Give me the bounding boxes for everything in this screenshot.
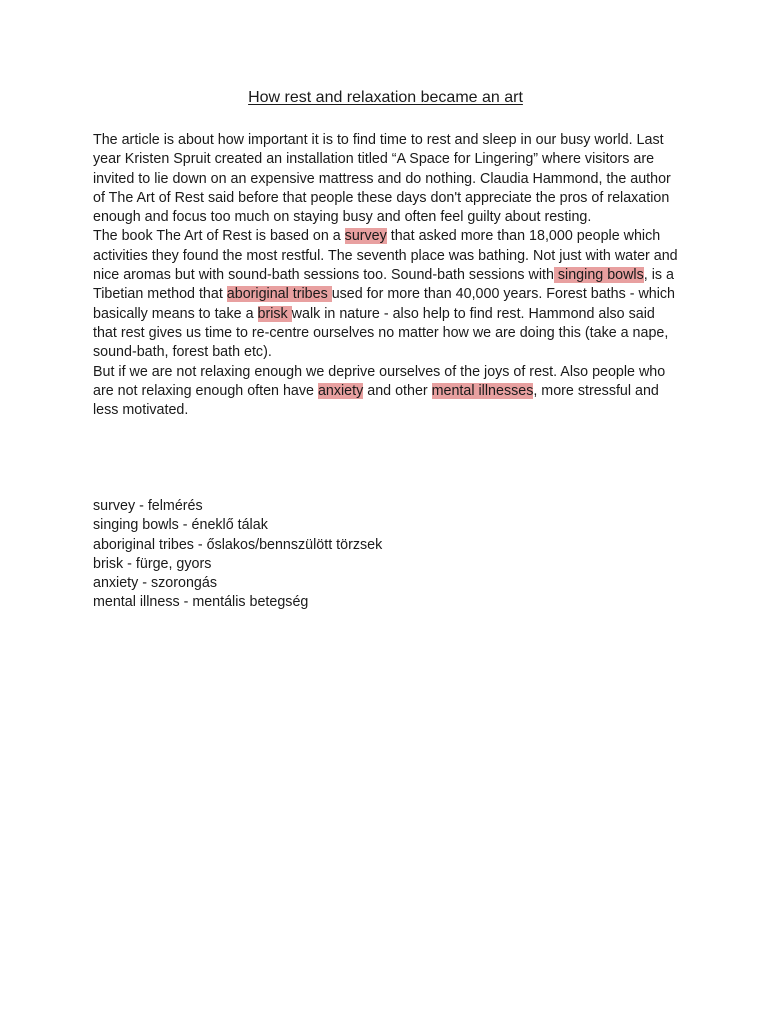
vocabulary-list bbox=[93, 497, 678, 613]
highlight-aboriginal-tribes: aboriginal tribes bbox=[226, 286, 332, 303]
vocabulary-item: brisk - fürge, gyors bbox=[93, 555, 212, 572]
article-body bbox=[93, 131, 678, 420]
text-span: , more stressful and less motivated. bbox=[93, 382, 659, 419]
vocabulary-item: survey - felmérés bbox=[93, 498, 203, 514]
vocabulary-item: singing bowls - éneklő tálak bbox=[93, 517, 268, 534]
vocabulary-item: anxiety - szorongás bbox=[93, 575, 217, 592]
paragraph-1: The article is about how important it is to find time to rest and sleep in our busy world. Last year Kristen Spruit created an installation titled “A Space for Lingering” where visitors are invited to lie down on an expensive mattress and do nothing. Claudia Hammond, the author of The Art of Rest said before that people these days don't appreciate the pros of relaxation enough and focus too much on staying busy and often feel guilty about resting. bbox=[93, 132, 671, 226]
highlight-mental-illnesses: mental illnesses bbox=[431, 382, 534, 399]
text-span: , is a Tibetian method that bbox=[93, 267, 674, 303]
text-span: The book The Art of Rest is based on a bbox=[93, 228, 345, 245]
text-span: used for more than 40,000 years. Forest baths - which basically means to take a bbox=[93, 286, 676, 322]
vocabulary-item: mental illness - mentális betegség bbox=[93, 594, 309, 611]
highlight-singing-bowls: singing bowls bbox=[553, 267, 644, 284]
document-title: How rest and relaxation became an art bbox=[248, 89, 523, 106]
text-span: that asked more than 18,000 people which activities they found the most restful. The seventh place was bathing. Not just with water and nice aromas but with sound-bath sessions too. Sound-bath sessions with bbox=[93, 228, 678, 284]
highlight-brisk: brisk bbox=[257, 305, 292, 322]
paragraph-3 bbox=[93, 363, 678, 421]
paragraph-2 bbox=[93, 227, 678, 362]
highlight-anxiety: anxiety bbox=[317, 382, 364, 399]
text-span: But if we are not relaxing enough we deprive ourselves of the joys of rest. Also people who are not relaxing enough often have bbox=[93, 363, 666, 399]
vocabulary-item: aboriginal tribes - őslakos/bennszülött törzsek bbox=[93, 536, 383, 553]
text-span: walk in nature - also help to find rest. Hammond also said that rest gives us time to re-centre ourselves no matter how we are doing this (take a nape, sound-bath, forest bath etc). bbox=[93, 305, 669, 361]
highlight-survey: survey bbox=[344, 228, 387, 245]
text-span: and other bbox=[363, 382, 432, 399]
